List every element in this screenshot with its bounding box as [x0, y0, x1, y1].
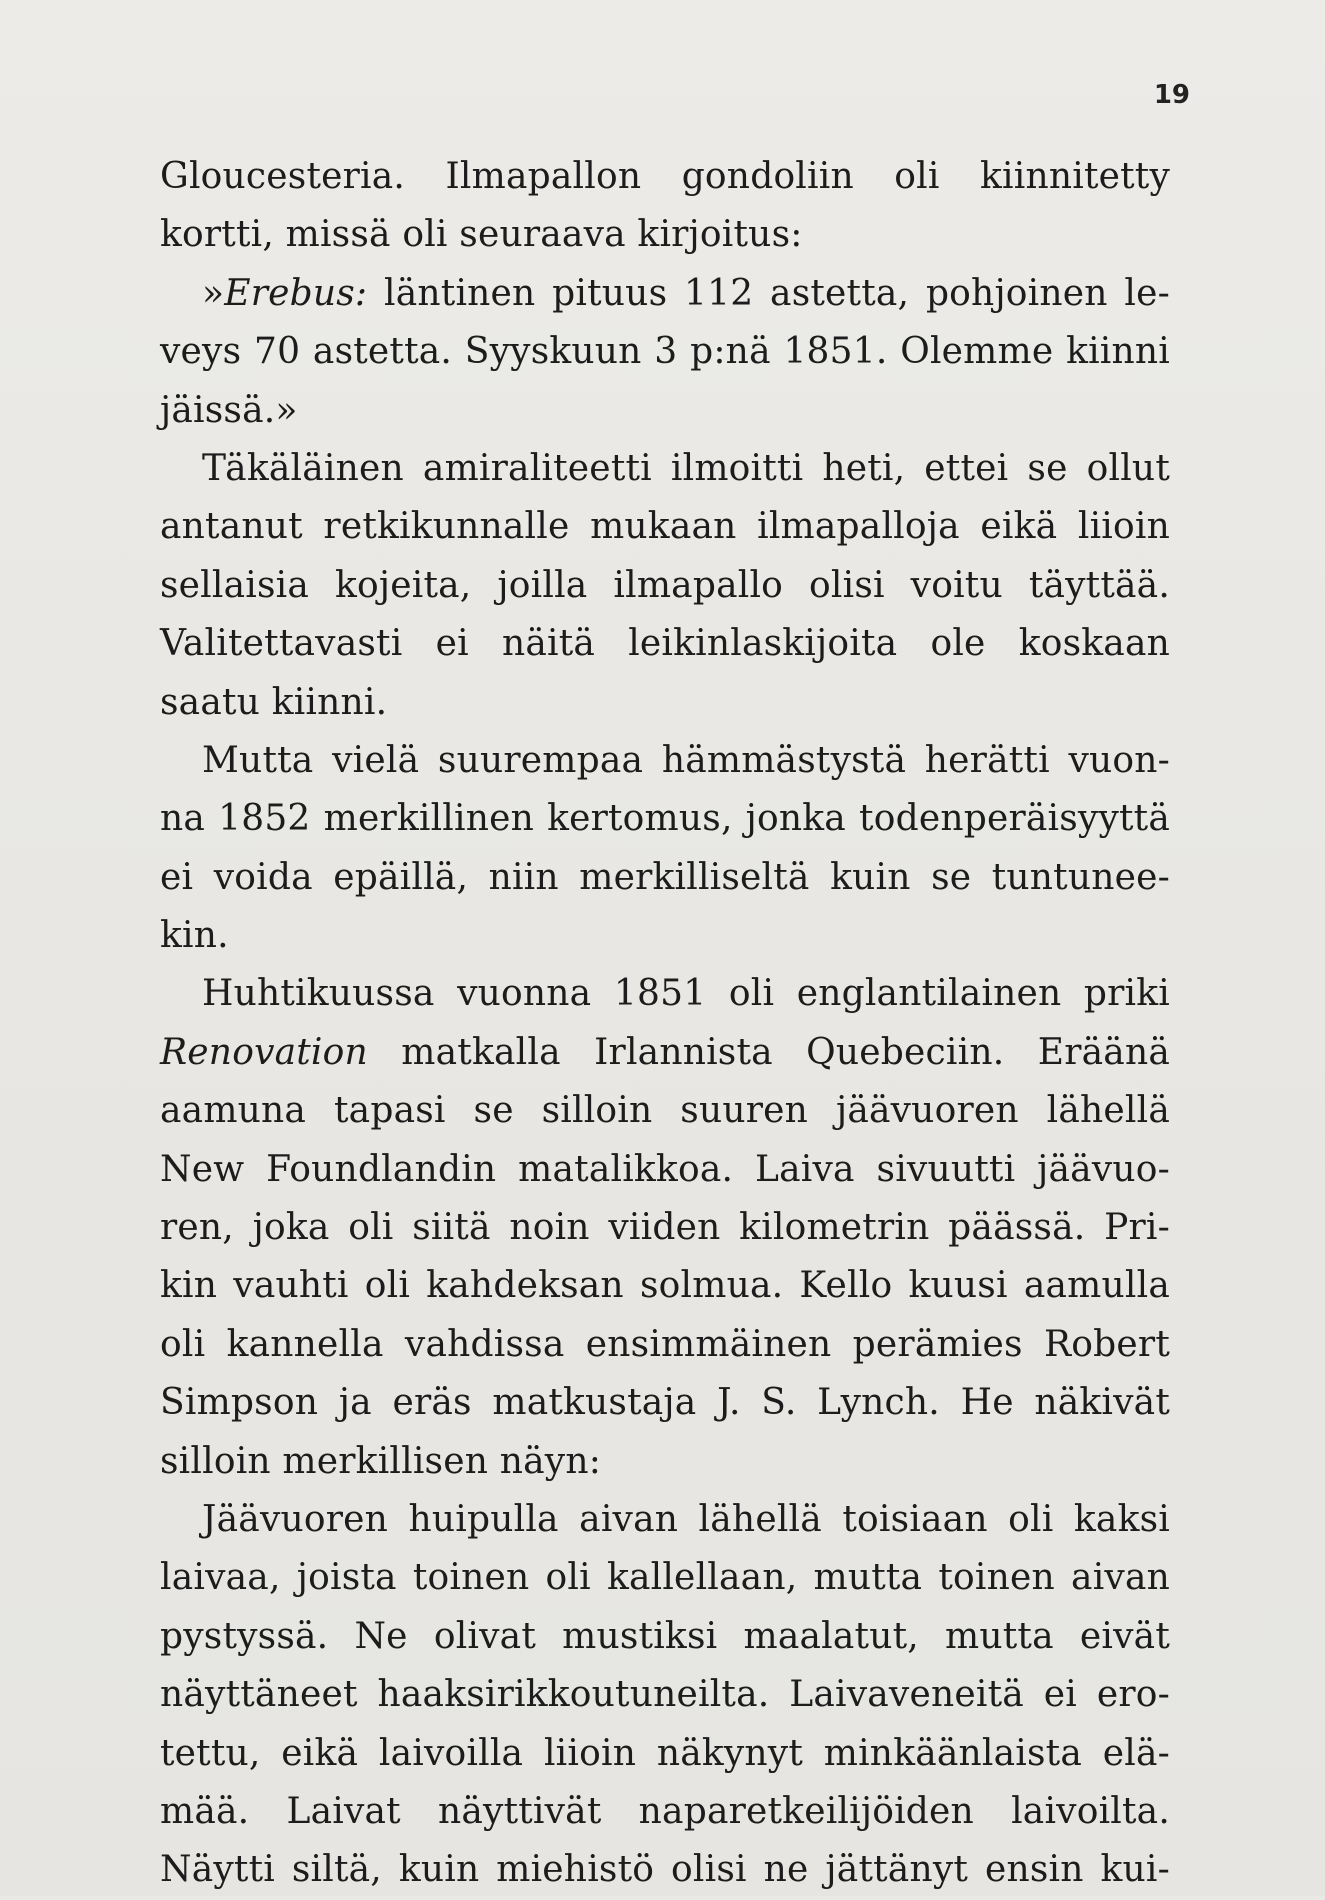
text-line: kin vauhti oli kahdeksan solmua. Kello kuusi aamulla [160, 1265, 1170, 1307]
text-line: kortti, missä oli seuraava kirjoitus: [160, 214, 803, 256]
text-line: Täkäläinen amiraliteetti ilmoitti heti, ettei se ollut [202, 447, 1170, 489]
line-rest: läntinen pituus 112 astetta, pohjoinen le- [367, 272, 1170, 314]
text-line: ei voida epäillä, niin merkilliseltä kuin se tuntunee- [160, 856, 1170, 898]
text-line: aamuna tapasi se silloin suuren jäävuoren lähellä [160, 1090, 1170, 1132]
text-line: silloin merkillisen näyn: [160, 1440, 602, 1482]
body-text [160, 148, 1170, 1900]
text-line: mää. Laivat näyttivät naparetkeilijöiden laivoilta. [160, 1790, 1170, 1832]
text-line: sellaisia kojeita, joilla ilmapallo olisi voitu täyttää. [160, 564, 1170, 606]
text-line: Simpson ja eräs matkustaja J. S. Lynch. He näkivät [160, 1382, 1170, 1424]
text-line: näyttäneet haaksirikkoutuneilta. Laivaveneitä ei ero- [160, 1674, 1170, 1716]
text-line: Huhtikuussa vuonna 1851 oli englantilainen priki [202, 973, 1170, 1015]
text-line: Mutta vielä suurempaa hämmästystä herätti vuon- [202, 739, 1170, 781]
text-line: na 1852 merkillinen kertomus, jonka todenperäisyyttä [160, 798, 1170, 840]
italic-text: Erebus: [224, 272, 368, 314]
page-number: 19 [1153, 80, 1190, 110]
line-rest: matkalla Irlannista Quebeciin. Eräänä [367, 1031, 1170, 1073]
text-line: laivaa, joista toinen oli kallellaan, mutta toinen aivan [160, 1557, 1170, 1599]
text-line: Valitettavasti ei näitä leikinlaskijoita ole koskaan [160, 623, 1170, 665]
text-line: New Foundlandin matalikkoa. Laiva sivuutti jäävuo- [160, 1148, 1170, 1190]
text-line: ren, joka oli siitä noin viiden kilometrin päässä. Pri- [160, 1207, 1170, 1249]
quote-mark: » [202, 272, 225, 314]
text-line [160, 265, 1170, 323]
text-line [160, 1024, 1170, 1082]
text-line: Gloucesteria. Ilmapallon gondoliin oli kiinnitetty [160, 156, 1170, 197]
text-line: jäissä.» [160, 389, 298, 431]
text-line: tettu, eikä laivoilla liioin näkynyt minkäänlaista elä- [160, 1732, 1170, 1774]
text-line: veys 70 astetta. Syyskuun 3 p:nä 1851. Olemme kiinni [160, 331, 1170, 373]
text-line: Jäävuoren huipulla aivan lähellä toisiaan oli kaksi [202, 1498, 1170, 1540]
text-line: antanut retkikunnalle mukaan ilmapalloja eikä liioin [160, 506, 1170, 548]
text-line: kin. [160, 915, 229, 957]
text-line: oli kannella vahdissa ensimmäinen perämies Robert [160, 1323, 1170, 1365]
italic-text: Renovation [160, 1031, 368, 1073]
text-line: Näytti siltä, kuin miehistö olisi ne jättänyt ensin kui- [160, 1849, 1170, 1891]
text-line: saatu kiinni. [160, 681, 388, 723]
text-line: pystyssä. Ne olivat mustiksi maalatut, mutta eivät [160, 1615, 1170, 1657]
